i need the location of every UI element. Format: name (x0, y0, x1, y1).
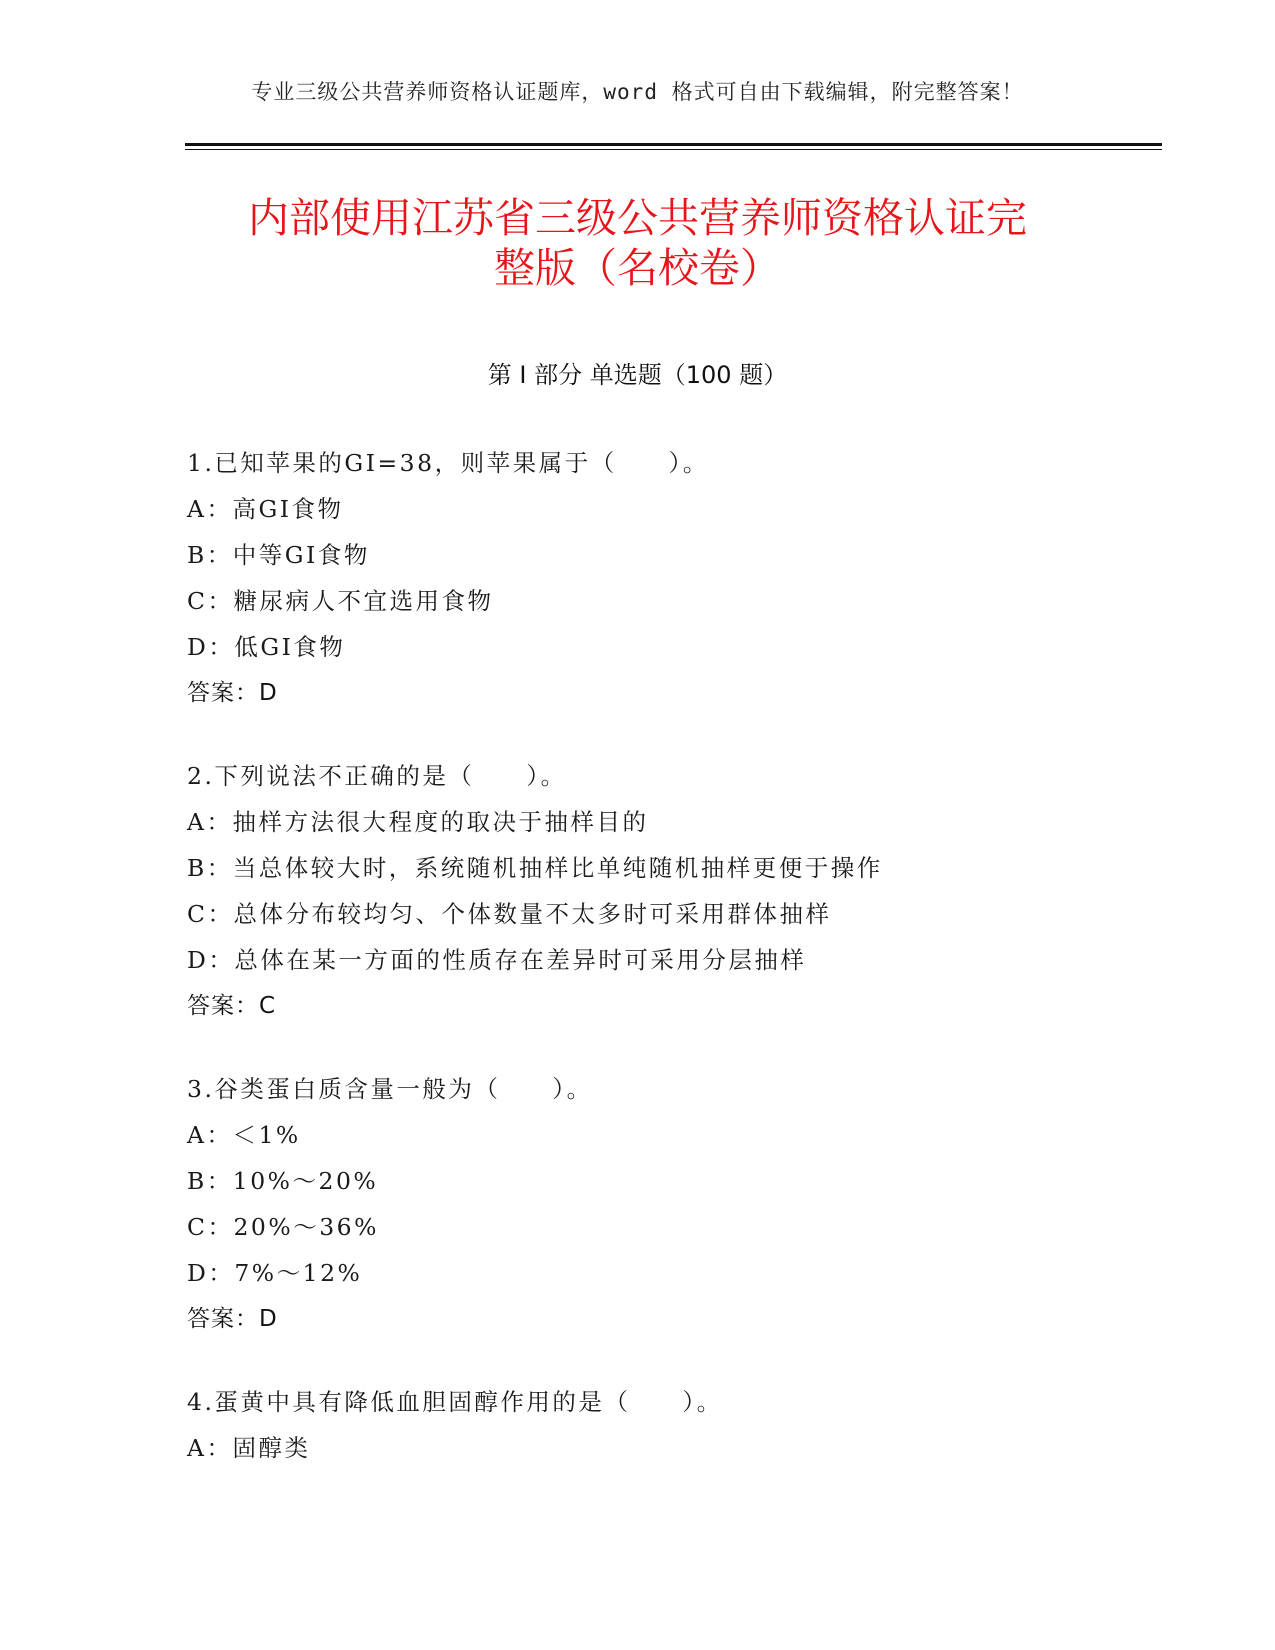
option-a: A：高GI食物 (187, 495, 344, 523)
option-b: B：中等GI食物 (187, 541, 370, 569)
question-stem: 2.下列说法不正确的是（ ）。 (187, 762, 567, 790)
answer-label: 答案：D (187, 1306, 278, 1332)
question-list (187, 440, 1187, 1508)
document-title (150, 193, 1125, 293)
option-a: A：固醇类 (187, 1434, 311, 1462)
question-4 (187, 1379, 1187, 1471)
option-d: D：总体在某一方面的性质存在差异时可采用分层抽样 (187, 946, 807, 974)
option-a: A：抽样方法很大程度的取决于抽样目的 (187, 808, 649, 836)
document-title-line-1: 内部使用江苏省三级公共营养师资格认证完 (248, 194, 1027, 242)
option-a: A：＜1% (187, 1121, 301, 1149)
option-c: C：20%～36% (187, 1213, 379, 1241)
header-divider-thin (185, 149, 1162, 150)
question-1 (187, 440, 1187, 716)
header-divider-thick (185, 143, 1162, 146)
question-stem: 1.已知苹果的GI=38，则苹果属于（ ）。 (187, 449, 709, 477)
page-header-note: 专业三级公共营养师资格认证题库，word 格式可自由下载编辑，附完整答案！ (251, 80, 1024, 104)
option-b: B：10%～20% (187, 1167, 379, 1195)
answer-label: 答案：C (187, 993, 277, 1019)
section-heading: 第 I 部分 单选题（100 题） (487, 361, 788, 389)
option-d: D：7%～12% (187, 1259, 363, 1287)
answer-label: 答案：D (187, 680, 278, 706)
question-3 (187, 1066, 1187, 1342)
option-b: B：当总体较大时，系统随机抽样比单纯随机抽样更便于操作 (187, 854, 883, 882)
option-c: C：糖尿病人不宜选用食物 (187, 587, 494, 615)
question-stem: 4.蛋黄中具有降低血胆固醇作用的是（ ）。 (187, 1388, 723, 1416)
option-c: C：总体分布较均匀、个体数量不太多时可采用群体抽样 (187, 900, 832, 928)
option-d: D：低GI食物 (187, 633, 346, 661)
question-2 (187, 753, 1187, 1029)
question-stem: 3.谷类蛋白质含量一般为（ ）。 (187, 1075, 593, 1103)
document-title-line-2: 整版（名校卷） (494, 244, 781, 292)
